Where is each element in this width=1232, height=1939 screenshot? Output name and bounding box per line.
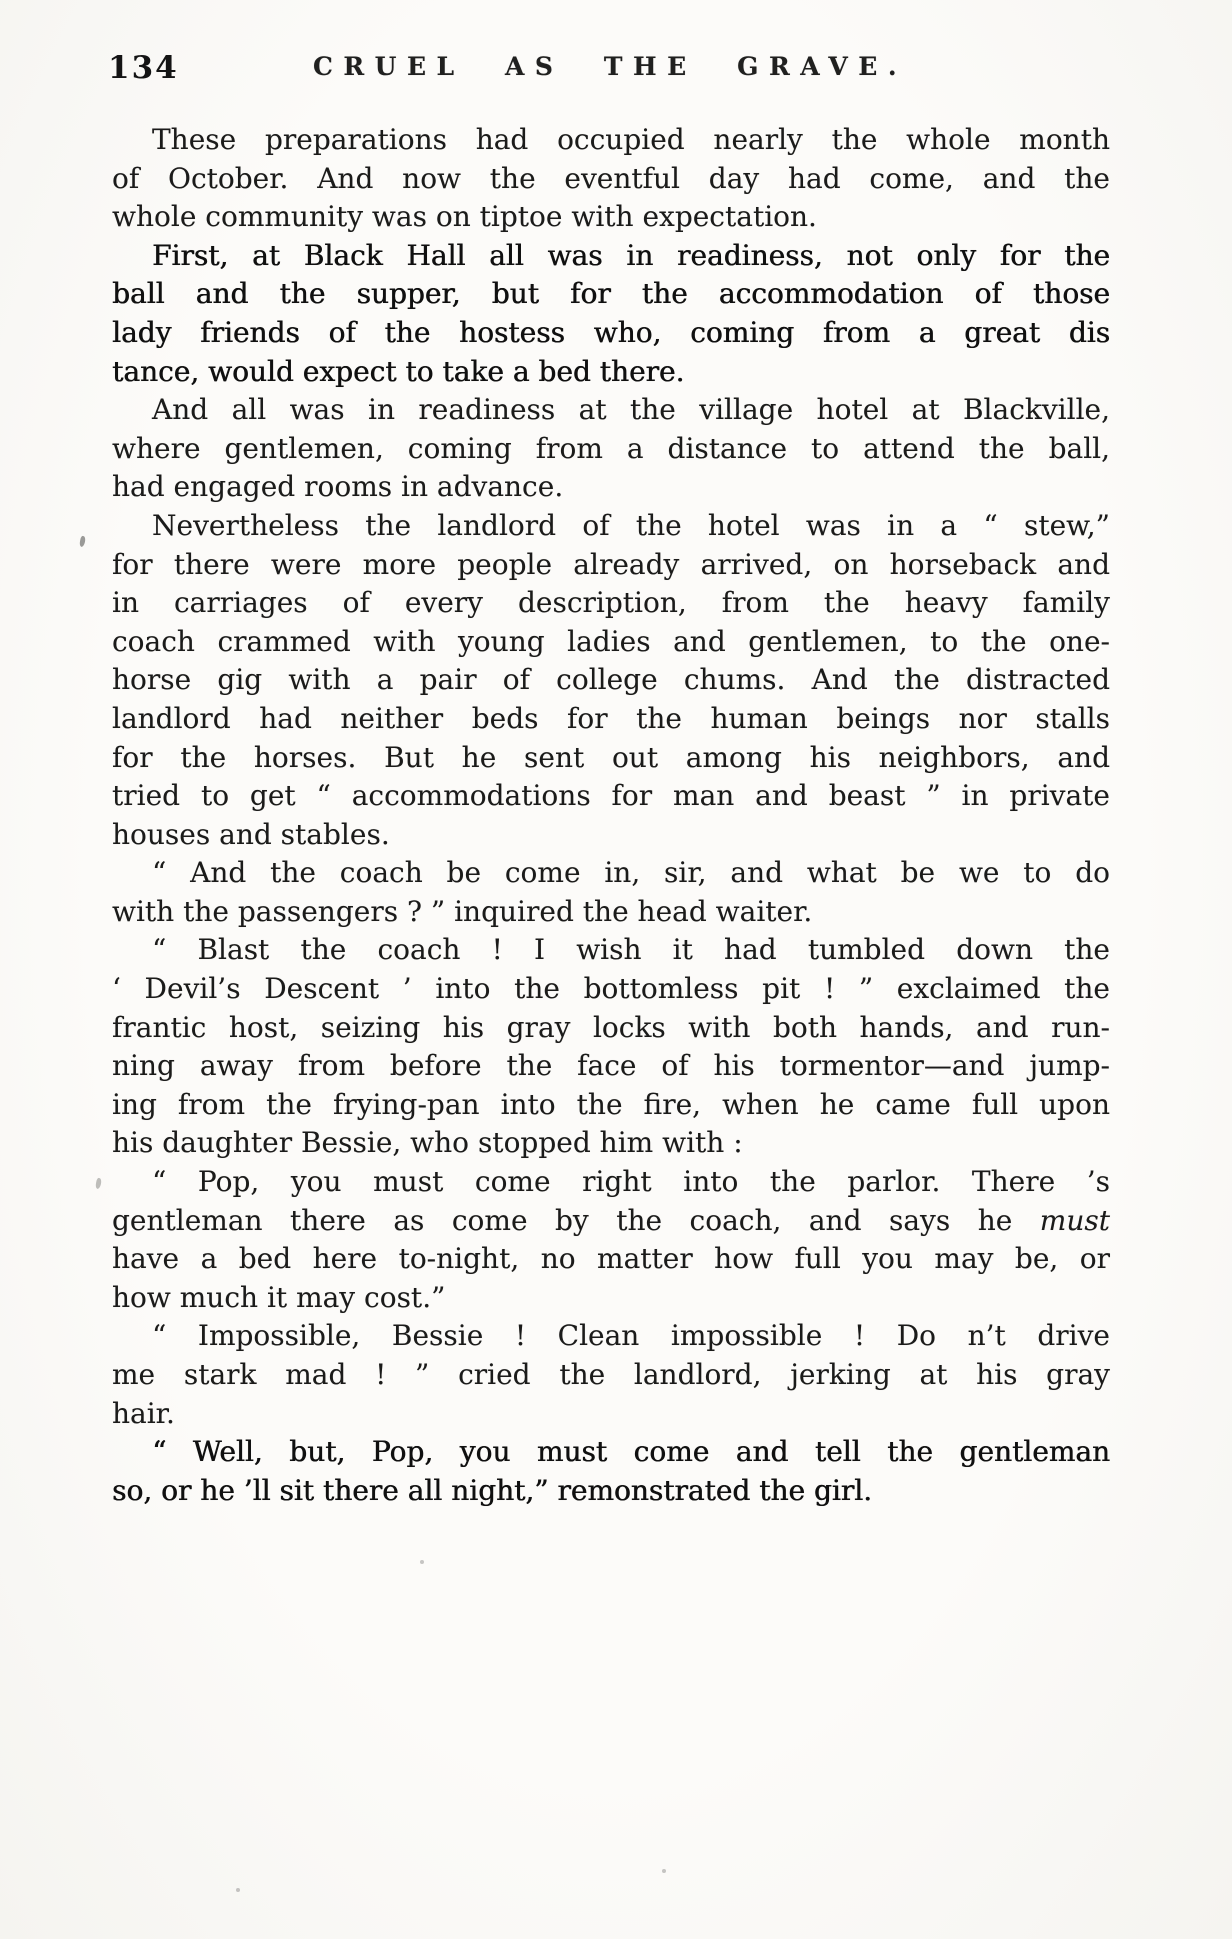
paragraph <box>112 854 1110 931</box>
paragraph <box>112 121 1110 237</box>
ink-mark <box>95 1178 102 1190</box>
text-line: These preparations had occupied nearly the whole month <box>152 123 1110 156</box>
text-line: tried to get “ accommodations for man and beast ” in private <box>112 779 1110 813</box>
paragraph <box>112 1433 1110 1510</box>
text-line: ‘ Devil’s Descent ’ into the bottomless pit ! ” exclaimed the <box>112 972 1110 1006</box>
text-line: in carriages of every description, from the heavy family <box>112 586 1110 620</box>
text-line: Nevertheless the landlord of the hotel was in a “ stew,” <box>152 508 1110 542</box>
text-line: where gentlemen, coming from a distance to attend the ball, <box>112 431 1110 465</box>
text-line: me stark mad ! ” cried the landlord, jerking at his gray <box>112 1358 1110 1391</box>
text-line: have a bed here to-night, no matter how full you may be, or <box>112 1242 1110 1276</box>
text-line: frantic host, seizing his gray locks with both hands, and run- <box>112 1010 1110 1044</box>
page-number: 134 <box>108 50 179 86</box>
paragraph <box>112 1317 1110 1433</box>
text-line: lady friends of the hostess who, coming from a great dis <box>112 315 1110 349</box>
text-line: gentleman there as come by the coach, and says he must <box>112 1203 1110 1237</box>
text-line: tance, would expect to take a bed there. <box>112 354 685 388</box>
text-line: so, or he ’ll sit there all night,” remonstrated the girl. <box>112 1473 873 1507</box>
ink-mark <box>662 1869 666 1873</box>
text-line: houses and stables. <box>112 817 390 851</box>
text-line: with the passengers ? ” inquired the head waiter. <box>112 894 813 928</box>
text-line: how much it may cost.” <box>112 1280 446 1314</box>
text-line: his daughter Bessie, who stopped him with : <box>112 1126 743 1160</box>
ink-mark <box>420 1560 424 1564</box>
text-line: for there were more people already arrived, on horseback and <box>112 547 1110 581</box>
text-line: First, at Black Hall all was in readiness, not only for the <box>152 238 1110 272</box>
text-line: had engaged rooms in advance. <box>112 470 564 504</box>
text-line: for the horses. But he sent out among his neighbors, and <box>112 740 1110 774</box>
text-line: ning away from before the face of his tormentor—and jump- <box>112 1049 1110 1083</box>
paragraph <box>112 237 1110 391</box>
ink-mark <box>236 1888 240 1892</box>
text-line: ball and the supper, but for the accommodation of those <box>112 277 1110 311</box>
page-header <box>108 48 1112 88</box>
text-line: landlord had neither beds for the human beings nor stalls <box>112 701 1110 735</box>
paragraph <box>112 507 1110 854</box>
text-line: “ Blast the coach ! I wish it had tumbled down the <box>152 933 1110 967</box>
running-title: CRUEL AS THE GRAVE. <box>312 52 908 81</box>
text-line: And all was in readiness at the village hotel at Blackville, <box>152 393 1110 427</box>
text-line: “ Pop, you must come right into the parlor. There ’s <box>152 1165 1110 1199</box>
text-line: “ Impossible, Bessie ! Clean impossible ! Do n’t drive <box>152 1319 1110 1353</box>
paragraph <box>112 1163 1110 1317</box>
text-line: ing from the frying-pan into the fire, when he came full upon <box>112 1087 1110 1121</box>
text-line: coach crammed with young ladies and gentlemen, to the one- <box>112 624 1110 658</box>
ink-mark <box>79 536 86 548</box>
text-line: “ Well, but, Pop, you must come and tell the gentleman <box>152 1435 1110 1469</box>
text-line: hair. <box>112 1396 175 1430</box>
paragraph <box>112 931 1110 1163</box>
text-line: horse gig with a pair of college chums. And the distracted <box>112 663 1110 697</box>
text-line: whole community was on tiptoe with expectation. <box>112 200 817 234</box>
page-body-text <box>112 121 1110 1510</box>
paragraph <box>112 391 1110 507</box>
text-line: of October. And now the eventful day had come, and the <box>112 161 1110 195</box>
text-line: “ And the coach be come in, sir, and what be we to do <box>152 856 1110 890</box>
